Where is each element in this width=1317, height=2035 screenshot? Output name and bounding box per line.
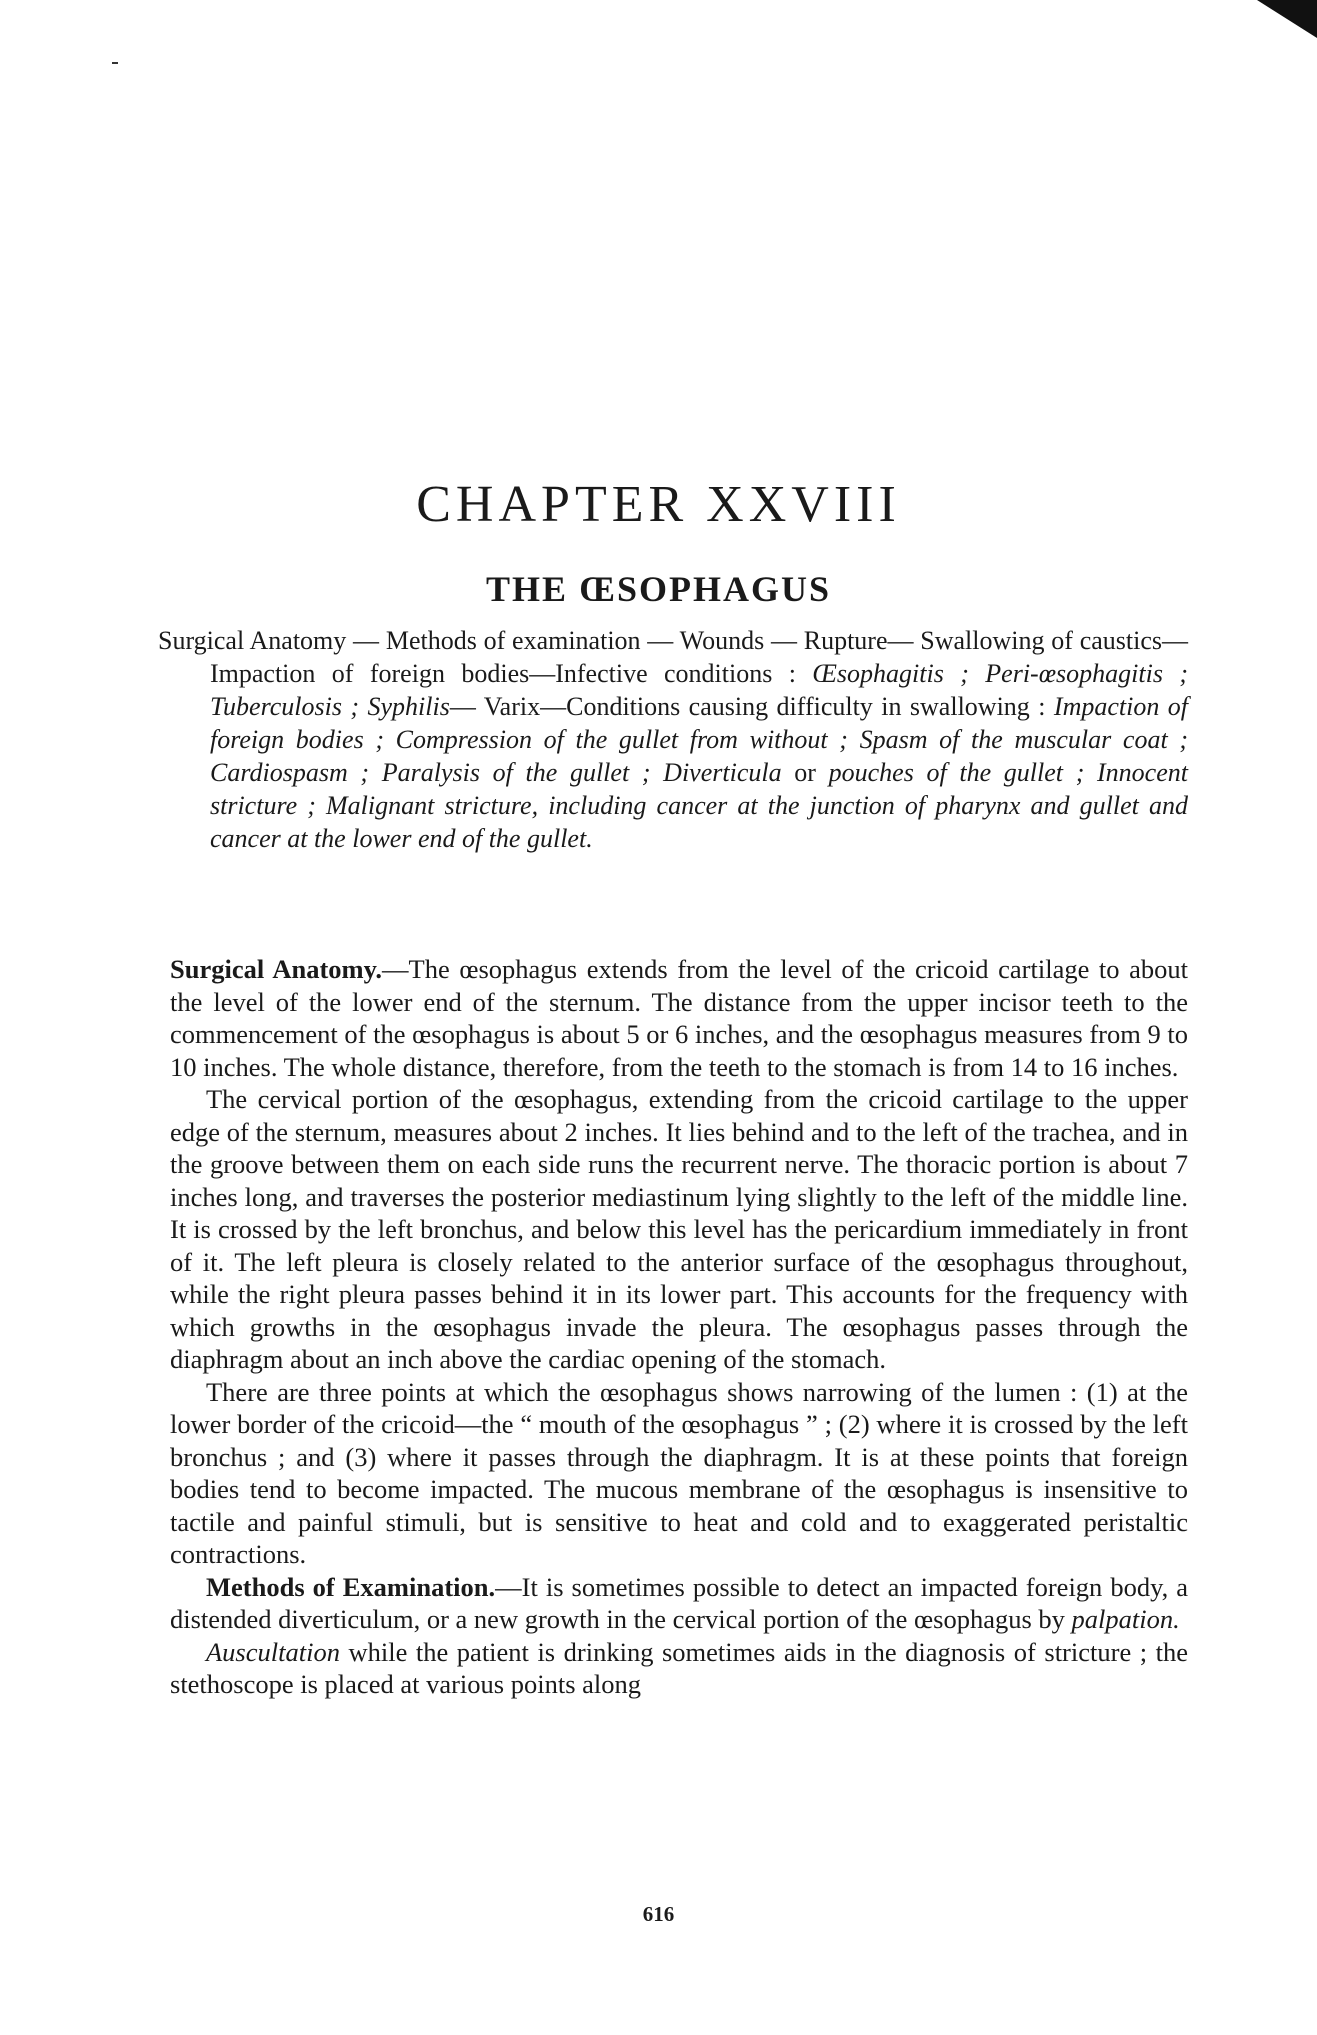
page-number: 616: [642, 1902, 675, 1926]
synopsis-text-1: Surgical Anatomy — Methods of examination — Wounds — Rupture— Swallowing of caustics—Impaction of foreign bodies—Infective conditions :: [158, 626, 1188, 688]
methods-paragraph: [170, 1571, 1188, 1636]
chapter-synopsis: [158, 624, 1188, 855]
chapter-body: [170, 953, 1188, 1701]
page-speck: [112, 62, 118, 64]
chapter-subtitle: THE ŒSOPHAGUS: [485, 568, 832, 609]
synopsis-text-3: or: [781, 758, 829, 787]
methods-paragraph-text: —It is sometimes possible to detect an impacted foreign body, a distended diverticulum, or a new growth in the cervical portion of the œsophagus by: [170, 1571, 1188, 1634]
anatomy-paragraph-2: The cervical portion of the œsophagus, extending from the cricoid cartilage to the upper edge of the sternum, measures about 2 inches. It lies behind and to the left of the trachea, and in the groove between them on each side runs the recurrent nerve. The thoracic portion is about 7 inches long, and traverses the posterior mediastinum lying slightly to the left of the middle line. It is crossed by the left bronchus, and below this level has the pericardium immediately in front of it. The left pleura is closely related to the anterior surface of the œsophagus throughout, while the right pleura passes behind it in its lower part. This accounts for the frequency with which growths in the œsophagus invade the pleura. The œsophagus passes through the diaphragm about an inch above the cardiac opening of the stomach.: [170, 1084, 1188, 1374]
auscultation-paragraph-text: while the patient is drinking sometimes aids in the diagnosis of stricture ; the stethoscope is placed at various points along: [170, 1636, 1188, 1699]
synopsis-italic-1: Œsophagitis ; Peri-œsophagitis ; Tuberculosis ; Syphilis: [210, 659, 1189, 721]
page-corner-mark: [1257, 0, 1317, 38]
methods-paragraph-italic: palpation.: [1071, 1604, 1180, 1634]
anatomy-heading: Surgical Anatomy.: [170, 954, 383, 984]
anatomy-paragraph-1-text: —The œsophagus extends from the level of the cricoid cartilage to about the level of the lower end of the sternum. The distance from the upper incisor teeth to the commencement of the œsophagus is about 5 or 6 inches, and the œsophagus measures from 9 to 10 inches. The whole distance, therefore, from the teeth to the stomach is from 14 to 16 inches.: [170, 954, 1189, 1082]
synopsis-italic-3: pouches of the gullet ; Innocent stricture ; Malignant stricture, including cancer at the junction of pharynx and gullet and cancer at the lower end of the gullet.: [210, 758, 1188, 853]
auscultation-heading: Auscultation: [206, 1636, 340, 1667]
anatomy-paragraph-3: There are three points at which the œsophagus shows narrowing of the lumen : (1) at the lower border of the cricoid—the “ mouth of the œsophagus ” ; (2) where it is crossed by the left bronchus ; and (3) where it passes through the diaphragm. It is at these points that foreign bodies tend to become impacted. The mucous membrane of the œsophagus is insensitive to tactile and painful stimuli, but is sensitive to heat and cold and to exaggerated peristaltic contractions.: [170, 1376, 1188, 1569]
synopsis-italic-2: Impaction of foreign bodies ; Compression of the gullet from without ; Spasm of the muscular coat ; Cardiospasm ; Paralysis of the gullet ; Diverticula: [210, 692, 1188, 787]
methods-heading: Methods of Examination.: [206, 1571, 496, 1602]
synopsis-text-2: — Varix—Conditions causing difficulty in swallowing :: [449, 692, 1054, 721]
chapter-title: CHAPTER XXVIII: [416, 475, 901, 533]
anatomy-paragraph-1: [170, 953, 1188, 1083]
auscultation-paragraph: [170, 1636, 1188, 1701]
